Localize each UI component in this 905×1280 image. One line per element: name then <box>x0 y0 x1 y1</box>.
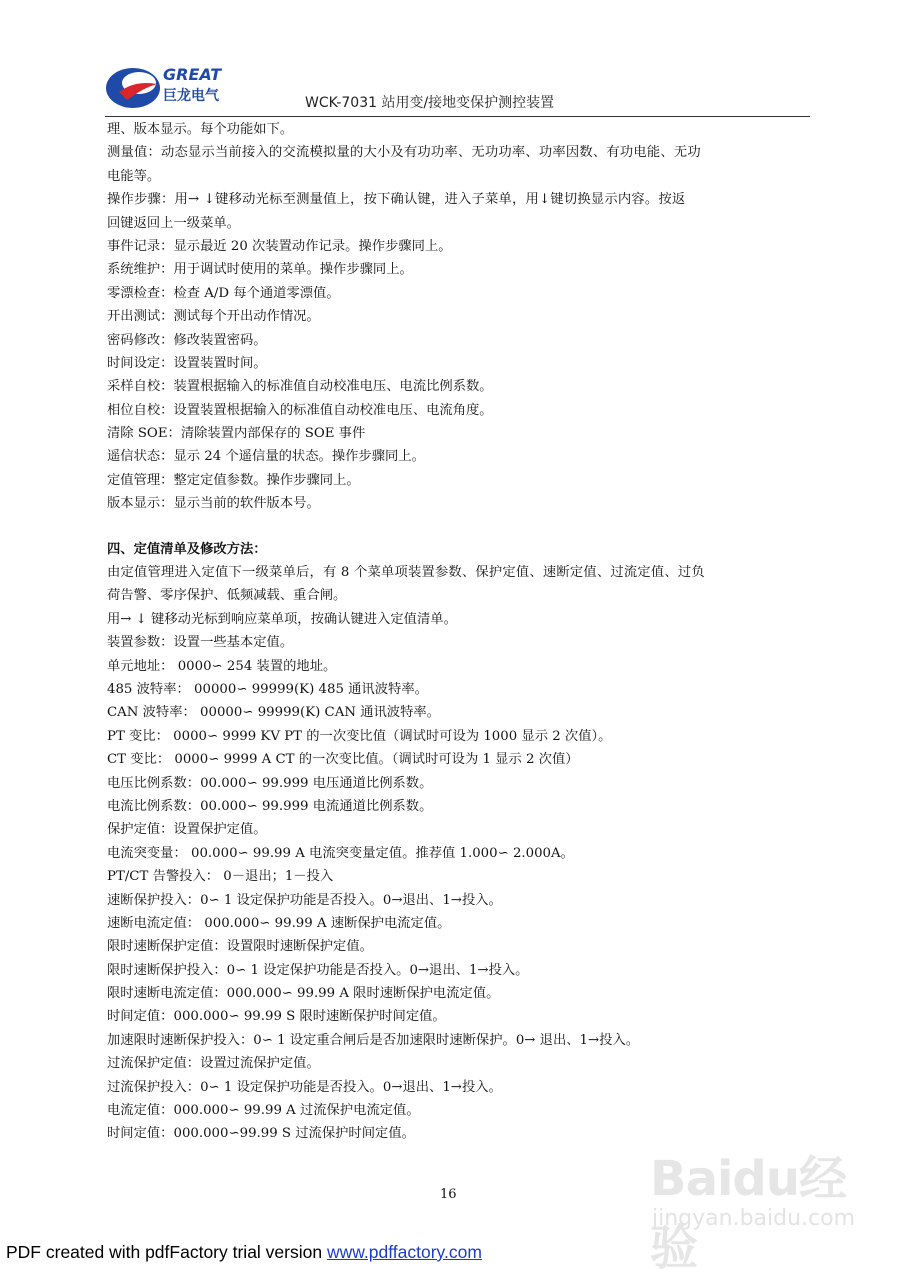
text-line: 485 波特率： 00000∽ 99999(K) 485 通讯波特率。 <box>107 681 428 697</box>
text-line: 单元地址： 0000∽ 254 装置的地址。 <box>107 658 337 674</box>
text-line: CT 变比： 0000∽ 9999 A CT 的一次变比值。（调试时可设为 1 显示 2 次值） <box>107 752 579 768</box>
text-line: 由定值管理进入定值下一级菜单后，有 8 个菜单项装置参数、保护定值、速断定值、过流定值、过负 <box>107 565 705 581</box>
text-line: 加速限时速断保护投入：0∽ 1 设定重合闸后是否加速限时速断保护。0→ 退出、1→投入。 <box>107 1032 640 1048</box>
text-line: 保护定值：设置保护定值。 <box>107 822 267 838</box>
text-line: 装置参数：设置一些基本定值。 <box>107 635 294 651</box>
text-line: 零漂检查：检查 A/D 每个通道零漂值。 <box>107 285 340 301</box>
text-line: 电压比例系数：00.000∽ 99.999 电压通道比例系数。 <box>107 775 433 791</box>
text-line: 回键返回上一级菜单。 <box>107 215 240 231</box>
text-line: 系统维护：用于调试时使用的菜单。操作步骤同上。 <box>107 262 413 278</box>
text-line: 测量值：动态显示当前接入的交流模拟量的大小及有功功率、无功功率、功率因数、有功电能、无功 <box>107 145 701 161</box>
watermark-brand: Baidu经验 <box>650 1151 846 1276</box>
great-logo <box>105 62 265 114</box>
text-line: 过流保护定值：设置过流保护定值。 <box>107 1056 320 1072</box>
watermark-url: jingyan.baidu.com <box>652 1206 856 1231</box>
text-line: 采样自校：装置根据输入的标准值自动校准电压、电流比例系数。 <box>107 379 493 395</box>
text-line: 定值管理：整定定值参数。操作步骤同上。 <box>107 472 360 488</box>
text-line: 清除 SOE：清除装置内部保存的 SOE 事件 <box>107 426 366 442</box>
text-line: PT/CT 告警投入： 0－退出；1－投入 <box>107 869 334 885</box>
document-body <box>107 118 817 1146</box>
text-line: 电流定值：000.000∽ 99.99 A 过流保护电流定值。 <box>107 1103 420 1119</box>
text-line: CAN 波特率： 00000∽ 99999(K) CAN 通讯波特率。 <box>107 705 440 721</box>
text-line: 相位自校：设置装置根据输入的标准值自动校准电压、电流角度。 <box>107 402 493 418</box>
text-line: 密码修改：修改装置密码。 <box>107 332 267 348</box>
text-line: 时间定值：000.000∽99.99 S 过流保护时间定值。 <box>107 1126 415 1142</box>
text-line: 版本显示：显示当前的软件版本号。 <box>107 496 320 512</box>
svg-text:巨龙电气: 巨龙电气 <box>163 88 219 104</box>
footer-text: PDF created with pdfFactory trial version <box>6 1242 327 1262</box>
text-line: 理、版本显示。每个功能如下。 <box>107 122 294 137</box>
pdffactory-link[interactable]: www.pdffactory.com <box>326 1242 482 1262</box>
text-line: 速断保护投入：0∽ 1 设定保护功能是否投入。0→退出、1→投入。 <box>107 892 502 908</box>
header-divider <box>105 116 810 117</box>
section-spacer <box>107 516 817 538</box>
document-title: WCK-7031 站用变/接地变保护测控装置 <box>305 95 555 111</box>
text-line: 操作步骤：用→ ↓键移动光标至测量值上，按下确认键，进入子菜单，用↓键切换显示内容。按返 <box>107 192 686 208</box>
text-line: 过流保护投入：0∽ 1 设定保护功能是否投入。0→退出、1→投入。 <box>107 1079 502 1095</box>
page-header <box>105 62 810 114</box>
page-number: 16 <box>440 1187 457 1202</box>
text-line: PT 变比： 0000∽ 9999 KV PT 的一次变比值（调试时可设为 1000 显示 2 次值）。 <box>107 728 612 744</box>
section-heading: 四、定值清单及修改方法： <box>107 541 267 557</box>
text-line: 开出测试：测试每个开出动作情况。 <box>107 309 320 325</box>
text-line: 速断电流定值： 000.000∽ 99.99 A 速断保护电流定值。 <box>107 915 451 931</box>
text-line: 电流比例系数：00.000∽ 99.999 电流通道比例系数。 <box>107 798 433 814</box>
svg-text:GREAT: GREAT <box>163 65 222 84</box>
text-line: 事件记录：显示最近 20 次装置动作记录。操作步骤同上。 <box>107 238 452 254</box>
pdf-footer <box>6 1242 482 1263</box>
text-line: 用→ ↓ 键移动光标到响应菜单项，按确认键进入定值清单。 <box>107 611 457 627</box>
text-line: 时间定值：000.000∽ 99.99 S 限时速断保护时间定值。 <box>107 1009 446 1025</box>
text-line: 荷告警、零序保护、低频减载、重合闸。 <box>107 588 347 604</box>
text-line: 限时速断电流定值：000.000∽ 99.99 A 限时速断保护电流定值。 <box>107 986 500 1002</box>
text-line: 电能等。 <box>107 168 161 184</box>
baidu-watermark <box>640 1140 870 1276</box>
text-line: 限时速断保护定值：设置限时速断保护定值。 <box>107 939 373 955</box>
text-line: 遥信状态：显示 24 个遥信量的状态。操作步骤同上。 <box>107 449 425 465</box>
text-line: 电流突变量： 00.000∽ 99.99 A 电流突变量定值。推荐值 1.000∽ 2.000A。 <box>107 845 574 861</box>
text-line: 限时速断保护投入：0∽ 1 设定保护功能是否投入。0→退出、1→投入。 <box>107 962 529 978</box>
text-line: 时间设定：设置装置时间。 <box>107 355 267 371</box>
